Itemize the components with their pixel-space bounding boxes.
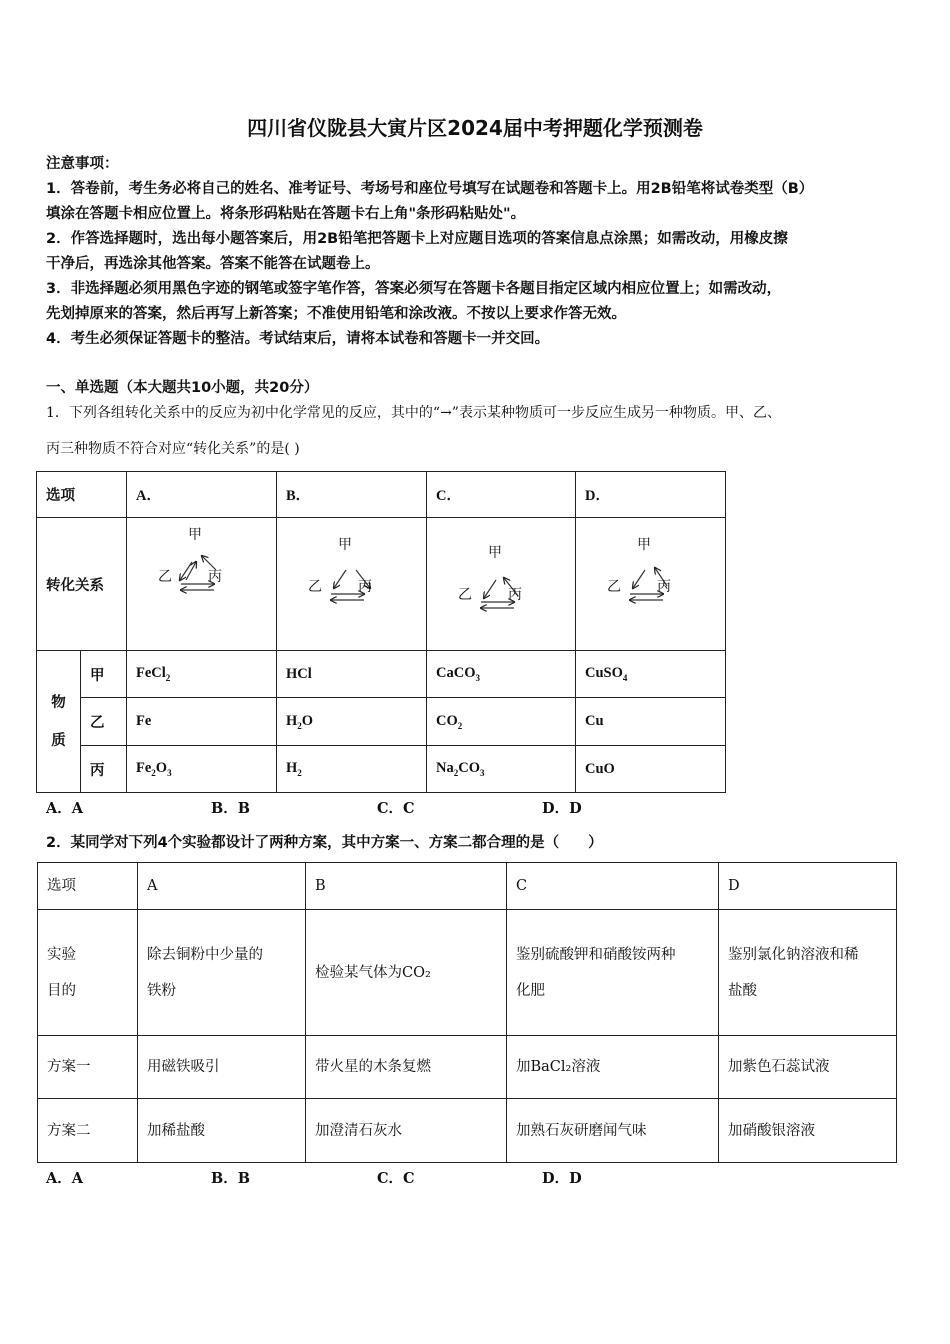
- diagram-node: 丙: [208, 569, 222, 585]
- formula-part: 2: [151, 767, 156, 778]
- formula-part: O: [155, 760, 168, 777]
- table-cell: 加熟石灰研磨闻气味: [507, 1099, 719, 1163]
- formula-part: CO: [458, 760, 480, 777]
- table-cell: 鉴别硫酸钾和硝酸铵两种 化肥: [507, 910, 719, 1036]
- note-line: 3．非选择题必须用黑色字迹的钢笔或签字笔作答，答案必须写在答题卡各题目指定区域内相应位置上；如需改动，: [46, 281, 782, 297]
- formula-cell: [127, 746, 277, 793]
- formula-part: O: [301, 712, 314, 729]
- diagram-node: 乙: [308, 579, 322, 595]
- option-c[interactable]: C．C: [377, 1170, 415, 1187]
- relation-diagram-cell: [427, 518, 576, 651]
- formula-part: FeCl: [136, 665, 166, 682]
- note-line: 填涂在答题卡相应位置上。将条形码粘贴在答题卡右上角"条形码粘贴处"。: [46, 206, 526, 222]
- header-cell: A．: [127, 472, 277, 518]
- formula-part: Cu: [585, 713, 604, 729]
- diagram-node: 丙: [657, 579, 671, 595]
- table-cell: 检验某气体为CO₂: [306, 910, 507, 1036]
- formula-part: Fe: [136, 713, 152, 729]
- formula-part: HCl: [286, 665, 312, 682]
- formula-part: H: [286, 712, 298, 729]
- table-cell: 加紫色石蕊试液: [719, 1036, 897, 1099]
- note-line: 干净后，再选涂其他答案。答案不能答在试题卷上。: [46, 256, 380, 272]
- formula-cell: [127, 698, 277, 746]
- formula-cell: [576, 746, 726, 793]
- formula-part: Fe: [136, 760, 152, 777]
- formula-cell: [576, 651, 726, 698]
- formula-cell: [427, 698, 576, 746]
- diagram-node: 甲: [338, 537, 352, 553]
- table-cell: 鉴别氯化钠溶液和稀 盐酸: [719, 910, 897, 1036]
- page-title: 四川省仪陇县大寅片区2024届中考押题化学预测卷: [247, 116, 703, 140]
- table-cell: 加稀盐酸: [138, 1099, 306, 1163]
- option-c[interactable]: C．C: [377, 800, 415, 817]
- formula-cell: [277, 746, 427, 793]
- option-a[interactable]: A．A: [46, 1170, 84, 1187]
- formula-part: 2: [165, 672, 171, 683]
- note-line: 4．考生必须保证答题卡的整洁。考试结束后，请将本试卷和答题卡一并交回。: [46, 331, 550, 347]
- formula-cell: [576, 698, 726, 746]
- q1-stem: 1．下列各组转化关系中的反应为初中化学常见的反应，其中的“→”表示某种物质可一步反应生成另一种物质。甲、乙、: [46, 405, 781, 421]
- diagram-node: 丙: [508, 587, 522, 603]
- relation-diagram-cell: [127, 518, 277, 651]
- relation-diagram-cell: [277, 518, 427, 651]
- formula-part: CaCO: [436, 665, 476, 682]
- row-label: 方案二: [38, 1099, 138, 1163]
- formula-cell: [127, 651, 277, 698]
- option-b[interactable]: B．B: [211, 1170, 251, 1187]
- header-cell: C: [507, 863, 719, 910]
- note-line: 先划掉原来的答案，然后再写上新答案；不准使用铅笔和涂改液。不按以上要求作答无效。: [46, 306, 626, 322]
- table-cell: 除去铜粉中少量的 铁粉: [138, 910, 306, 1036]
- diagram-node: 甲: [188, 527, 202, 543]
- row-label: 实验 目的: [38, 910, 138, 1036]
- diagram-node: 乙: [607, 579, 621, 595]
- header-cell: A: [138, 863, 306, 910]
- table-cell: 带火星的木条复燃: [306, 1036, 507, 1099]
- formula-part: 2: [457, 720, 463, 731]
- note-line: 2．作答选择题时，选出每小题答案后，用2B铅笔把答题卡上对应题目选项的答案信息点涂黑；如需改动，用橡皮擦: [46, 231, 788, 247]
- formula-part: 3: [167, 767, 172, 778]
- header-cell: B．: [277, 472, 427, 518]
- option-d[interactable]: D．D: [542, 1170, 582, 1187]
- row-label: 乙: [81, 698, 127, 746]
- formula-part: H: [286, 760, 298, 777]
- q1-stem-cont: 丙三种物质不符合对应“转化关系”的是( ): [46, 441, 300, 457]
- formula-cell: [277, 651, 427, 698]
- note-line: 1．答卷前，考生务必将自己的姓名、准考证号、考场号和座位号填写在试题卷和答题卡上。用2B铅笔将试卷类型（B）: [46, 181, 814, 197]
- formula-cell: [427, 651, 576, 698]
- q2-stem: 2．某同学对下列4个实验都设计了两种方案，其中方案一、方案二都合理的是（ ）: [46, 835, 603, 851]
- table-cell: 加BaCl₂溶液: [507, 1036, 719, 1099]
- q2-table: [37, 862, 897, 1163]
- diagram-node: 乙: [158, 569, 172, 585]
- header-cell: D．: [576, 472, 726, 518]
- formula-part: Na: [436, 760, 454, 777]
- header-cell: D: [719, 863, 897, 910]
- notes-heading: 注意事项：: [46, 156, 119, 172]
- formula-part: CuO: [585, 760, 615, 777]
- relation-label: 转化关系: [37, 518, 127, 651]
- formula-part: CO: [436, 712, 458, 729]
- header-cell: C．: [427, 472, 576, 518]
- formula-part: 3: [479, 767, 485, 778]
- table-cell: 加硝酸银溶液: [719, 1099, 897, 1163]
- diagram-node: 丙: [358, 579, 372, 595]
- formula-part: 2: [453, 767, 459, 778]
- relation-diagram-cell: [576, 518, 726, 651]
- formula-part: 2: [297, 720, 302, 731]
- header-cell: B: [306, 863, 507, 910]
- formula-cell: [427, 746, 576, 793]
- table-cell: 加澄清石灰水: [306, 1099, 507, 1163]
- formula-part: 2: [297, 767, 302, 778]
- row-label: 甲: [81, 651, 127, 698]
- header-cell: 选项: [37, 472, 127, 518]
- table-cell: 用磁铁吸引: [138, 1036, 306, 1099]
- option-b[interactable]: B．B: [211, 800, 251, 817]
- formula-cell: [277, 698, 427, 746]
- diagram-node: 甲: [488, 545, 502, 561]
- option-d[interactable]: D．D: [542, 800, 582, 817]
- diagram-node: 甲: [637, 537, 651, 553]
- header-cell: 选项: [38, 863, 138, 910]
- formula-part: CuSO: [585, 665, 623, 682]
- diagram-node: 乙: [458, 587, 472, 603]
- formula-part: 3: [475, 672, 480, 683]
- formula-part: 4: [622, 672, 628, 683]
- q1-table: [36, 471, 726, 793]
- row-label: 丙: [81, 746, 127, 793]
- section-heading: 一、单选题（本大题共10小题，共20分）: [46, 380, 319, 396]
- relation-diagram: [436, 518, 566, 638]
- substance-label: 物 质: [37, 651, 81, 793]
- row-label: 方案一: [38, 1036, 138, 1099]
- option-a[interactable]: A．A: [46, 800, 84, 817]
